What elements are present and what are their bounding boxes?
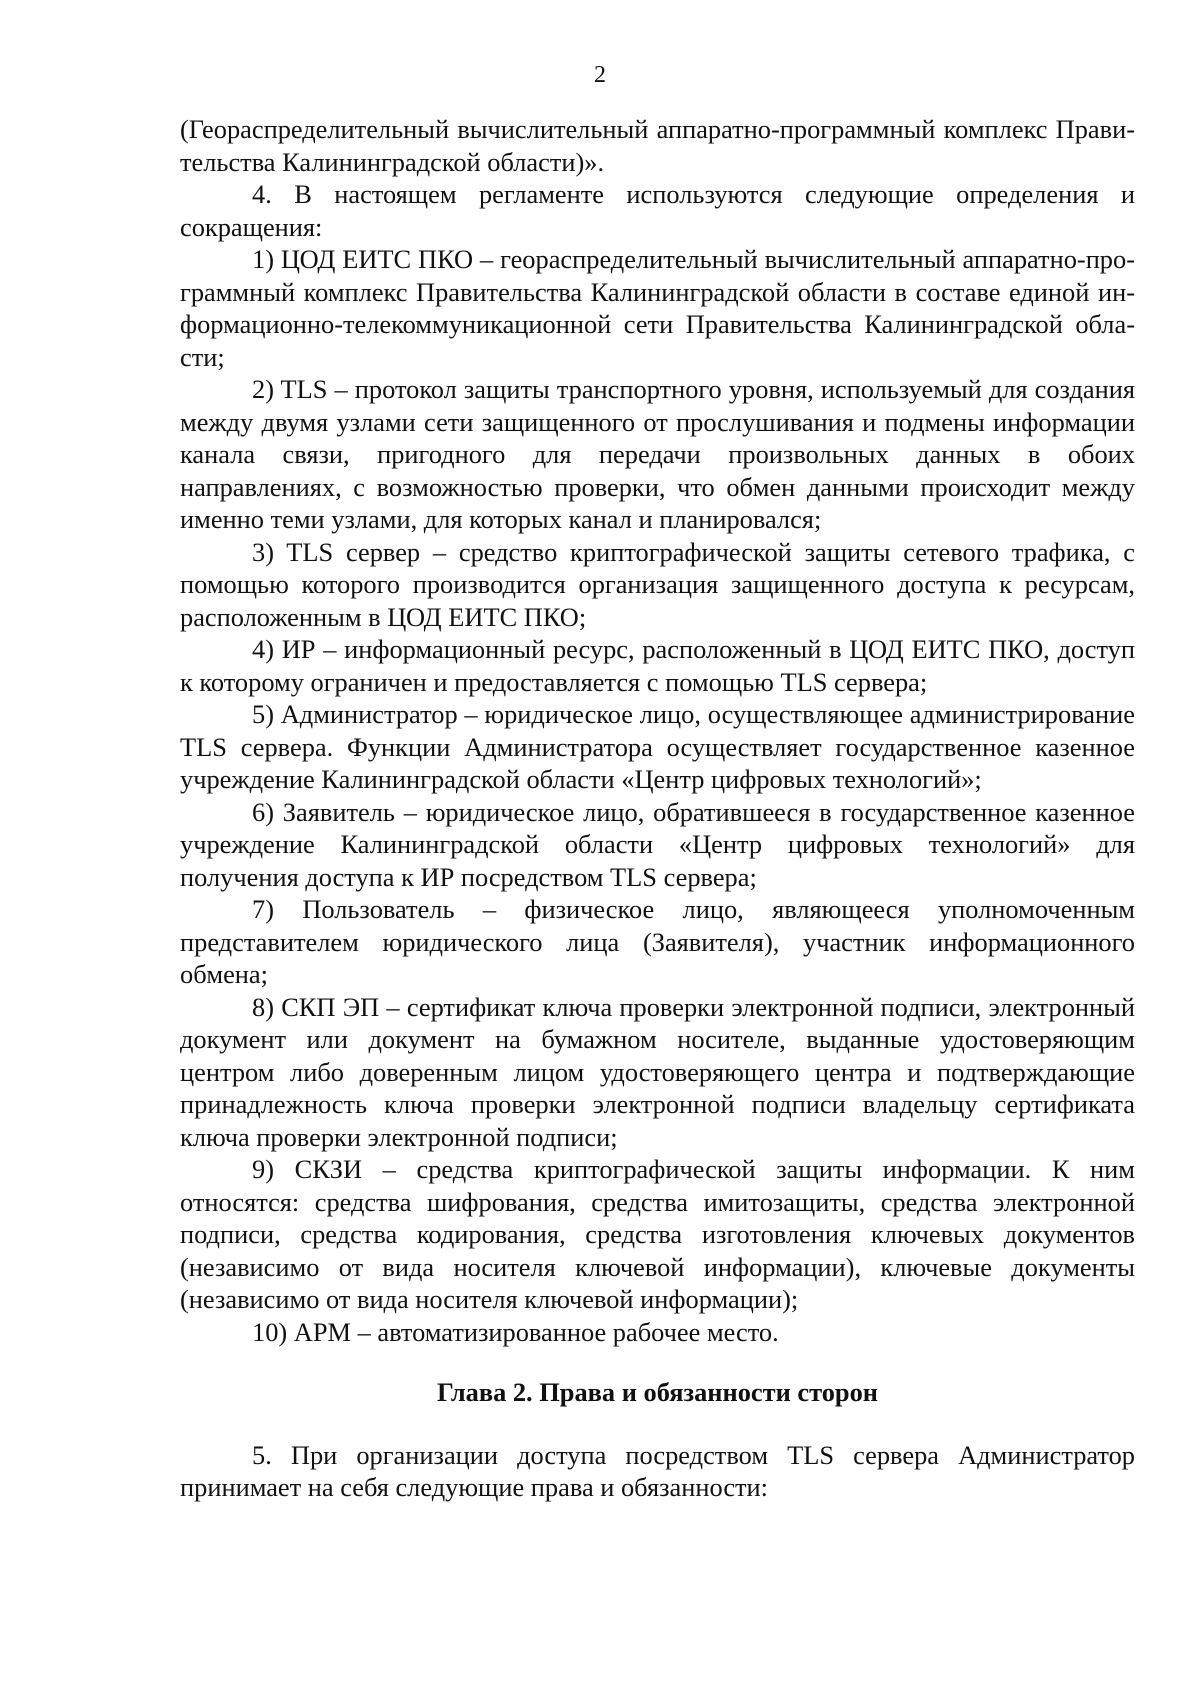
paragraph-definitions-intro: 4. В настоящем регламенте используются следующие определения и сокращения: xyxy=(180,179,1135,242)
chapter-heading: Глава 2. Права и обязанности сторон xyxy=(437,1377,878,1407)
definition-item: 4) ИР – информационный ресурс, расположенный в ЦОД ЕИТС ПКО, доступ к которому ограничен и предоставляется с помощью TLS сервера; xyxy=(180,634,1135,697)
definition-item: 9) СКЗИ – средства криптографической защиты информации. К ним относятся: средства шифрования, средства имитозащиты, средства электронной подписи, средства кодирования, средства изготовления ключевых документов (независимо от вида носителя ключевой информации), ключевые документы (независимо от вида носителя ключевой информации); xyxy=(180,1154,1135,1314)
definition-item: 10) АРМ – автоматизированное рабочее место. xyxy=(252,1316,779,1347)
definition-item: 5) Администратор – юридическое лицо, осуществляющее администрирование TLS сервера. Функции Администратора осуществляет государственное казенное учреждение Калининградской области «Центр цифровых технологий»; xyxy=(180,699,1135,794)
definition-item: 7) Пользователь – физическое лицо, являющееся уполномоченным представителем юридического лица (Заявителя), участник информационного обмена; xyxy=(180,894,1135,989)
definition-item: 3) TLS сервер – средство криптографической защиты сетевого трафика, с помощью которого производится организация защищенного доступа к ресурсам, расположенным в ЦОД ЕИТС ПКО; xyxy=(180,536,1135,632)
definition-item: 1) ЦОД ЕИТС ПКО – геораспределительный вычислительный аппаратно-программный комплекс Правительства Калининградской области в составе единой информационно-телекоммуникационной сети Правительства Калининградской области; xyxy=(180,244,1135,372)
document-body xyxy=(180,113,1135,1504)
definition-item: 8) СКП ЭП – сертификат ключа проверки электронной подписи, электронный документ или документ на бумажном носителе, выданные удостоверяющим центром либо доверенным лицом удостоверяющего центра и подтверждающие принадлежность ключа проверки электронной подписи владельцу сертификата ключа проверки электронной подписи; xyxy=(180,991,1135,1152)
page-number: 2 xyxy=(594,62,606,88)
definition-item: 6) Заявитель – юридическое лицо, обратившееся в государственное казенное учреждение Калининградской области «Центр цифровых технологий» для получения доступа к ИР посредством TLS сервера; xyxy=(180,796,1135,892)
paragraph-administrator-rights: 5. При организации доступа посредством TLS сервера Администратор принимает на себя следующие права и обязанности: xyxy=(180,1439,1135,1502)
definition-item: 2) TLS – протокол защиты транспортного уровня, используемый для создания между двумя узлами сети защищенного от прослушивания и подмены информации канала связи, пригодного для передачи произвольных данных в обоих направлениях, с возможностью проверки, что обмен данными происходит между именно теми узлами, для которых канал и планировался; xyxy=(180,374,1135,534)
continuation-paragraph: (Геораспределительный вычислительный аппаратно-программный комплекс Правительства Калининградской области)». xyxy=(180,114,1135,177)
